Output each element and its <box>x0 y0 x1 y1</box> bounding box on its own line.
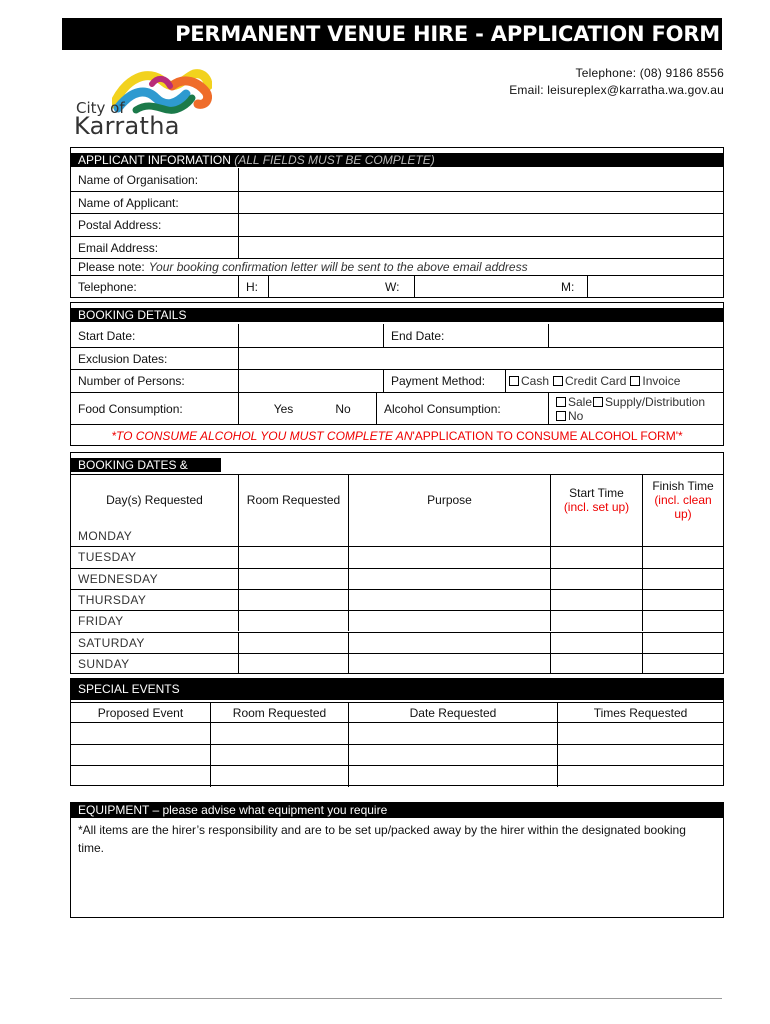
email-input[interactable] <box>238 237 723 258</box>
booking-heading: BOOKING DETAILS <box>71 308 723 322</box>
equipment-heading: EQUIPMENT – please advise what equipment you require <box>71 803 723 818</box>
payment-cash-checkbox[interactable] <box>509 376 519 386</box>
purpose-input[interactable] <box>348 654 550 674</box>
day-label: SUNDAY <box>78 656 130 671</box>
finish-time-input[interactable] <box>642 590 723 610</box>
email-note: Please note: Your booking confirmation letter will be sent to the above email address <box>78 260 528 274</box>
col-start-time: Start Time (incl. set up) <box>550 475 642 525</box>
alcohol-no-checkbox[interactable] <box>556 411 566 421</box>
start-time-input[interactable] <box>550 525 642 546</box>
purpose-input[interactable] <box>348 611 550 631</box>
event-room-input[interactable] <box>210 745 348 766</box>
col-room: Room Requested <box>238 475 348 525</box>
day-label: TUESDAY <box>78 550 137 565</box>
table-row <box>71 722 723 744</box>
footer-divider <box>70 998 722 999</box>
equipment-section <box>70 802 724 918</box>
table-row <box>71 589 723 610</box>
table-row <box>71 765 723 787</box>
dates-section <box>70 452 724 674</box>
event-times-input[interactable] <box>557 745 723 766</box>
food-yes-option[interactable]: Yes <box>238 393 328 424</box>
start-time-input[interactable] <box>550 590 642 610</box>
finish-time-input[interactable] <box>642 654 723 674</box>
purpose-input[interactable] <box>348 590 550 610</box>
logo-karratha: Karratha <box>74 112 180 140</box>
form-title: PERMANENT VENUE HIRE - APPLICATION FORM <box>62 18 722 50</box>
payment-cash-label: Cash <box>521 374 550 388</box>
exclusion-dates-label: Exclusion Dates: <box>78 351 168 366</box>
alcohol-supply-checkbox[interactable] <box>593 397 603 407</box>
email-label: Email Address: <box>78 240 159 255</box>
finish-time-input[interactable] <box>642 547 723 567</box>
contact-telephone: Telephone: (08) 9186 8556 <box>575 66 724 80</box>
finish-time-input[interactable] <box>642 633 723 653</box>
logo-city-of: City of <box>76 99 125 117</box>
end-date-input[interactable] <box>548 324 723 347</box>
table-row <box>71 610 723 631</box>
room-input[interactable] <box>238 654 348 674</box>
booking-section <box>70 302 724 446</box>
event-date-input[interactable] <box>348 745 557 766</box>
event-input[interactable] <box>71 723 210 744</box>
alcohol-warning: *TO CONSUME ALCOHOL YOU MUST COMPLETE AN 'APPLICATION TO CONSUME ALCOHOL FORM'* <box>111 428 683 443</box>
event-room-input[interactable] <box>210 723 348 744</box>
table-row <box>71 568 723 589</box>
applicant-name-label: Name of Applicant: <box>78 195 179 210</box>
equipment-note: *All items are the hirer’s responsibility and are to be set up/packed away by the hirer within the designated booking time. <box>78 823 686 855</box>
persons-input[interactable] <box>238 370 383 392</box>
purpose-input[interactable] <box>348 547 550 567</box>
start-time-input[interactable] <box>550 633 642 653</box>
room-input[interactable] <box>238 590 348 610</box>
start-time-input[interactable] <box>550 547 642 567</box>
payment-credit-label: Credit Card <box>565 374 627 388</box>
purpose-input[interactable] <box>348 633 550 653</box>
persons-label: Number of Persons: <box>78 374 185 388</box>
table-row <box>71 653 723 674</box>
payment-credit-checkbox[interactable] <box>553 376 563 386</box>
alcohol-label: Alcohol Consumption: <box>376 393 548 424</box>
col-proposed-event: Proposed Event <box>97 705 184 720</box>
event-input[interactable] <box>71 766 210 787</box>
work-phone-input[interactable] <box>414 276 554 298</box>
table-row <box>71 525 723 546</box>
payment-options <box>505 370 723 392</box>
mobile-phone-label: M: <box>561 280 575 294</box>
events-section <box>70 678 724 786</box>
mobile-phone-input[interactable] <box>587 276 723 298</box>
col-finish-time: Finish Time (incl. clean up) <box>642 475 723 525</box>
end-date-label: End Date: <box>383 324 548 347</box>
purpose-input[interactable] <box>348 525 550 546</box>
postal-label: Postal Address: <box>78 218 162 232</box>
room-input[interactable] <box>238 633 348 653</box>
finish-time-input[interactable] <box>642 525 723 546</box>
telephone-label: Telephone: <box>78 280 137 294</box>
alcohol-no-label: No <box>568 408 584 423</box>
dates-heading: BOOKING DATES & TIMES <box>71 458 221 472</box>
payment-invoice-label: Invoice <box>642 374 681 388</box>
food-label: Food Consumption: <box>78 401 183 416</box>
payment-invoice-checkbox[interactable] <box>630 376 640 386</box>
alcohol-supply-label: Supply/Distribution <box>605 394 706 409</box>
day-label: WEDNESDAY <box>78 571 159 586</box>
start-time-input[interactable] <box>550 611 642 631</box>
food-no-option[interactable]: No <box>335 401 351 416</box>
day-label: THURSDAY <box>78 593 147 608</box>
home-phone-input[interactable] <box>268 276 378 298</box>
table-row <box>71 744 723 766</box>
work-phone-label: W: <box>385 280 400 294</box>
col-purpose: Purpose <box>348 475 550 525</box>
room-input[interactable] <box>238 547 348 567</box>
finish-time-input[interactable] <box>642 611 723 631</box>
applicant-name-input[interactable] <box>238 192 723 213</box>
start-time-input[interactable] <box>550 569 642 589</box>
col-event-times: Times Requested <box>557 703 723 722</box>
payment-method-label: Payment Method: <box>383 370 505 392</box>
table-row <box>71 546 723 567</box>
alcohol-sale-checkbox[interactable] <box>556 397 566 407</box>
col-event-date: Date Requested <box>348 703 557 722</box>
col-event-room: Room Requested <box>210 703 348 722</box>
purpose-input[interactable] <box>348 569 550 589</box>
start-date-input[interactable] <box>238 324 383 347</box>
contact-email: Email: leisureplex@karratha.wa.gov.au <box>509 83 724 97</box>
start-time-input[interactable] <box>550 654 642 674</box>
finish-time-input[interactable] <box>642 569 723 589</box>
event-input[interactable] <box>71 745 210 766</box>
home-phone-label: H: <box>238 276 268 298</box>
event-room-input[interactable] <box>210 766 348 787</box>
event-date-input[interactable] <box>348 766 557 787</box>
event-date-input[interactable] <box>348 723 557 744</box>
events-heading: SPECIAL EVENTS <box>71 679 723 700</box>
day-label: SATURDAY <box>78 635 145 650</box>
exclusion-dates-input[interactable] <box>238 348 723 369</box>
applicant-section <box>70 147 724 298</box>
day-label: FRIDAY <box>78 614 124 629</box>
alcohol-sale-label: Sale <box>568 394 593 409</box>
equipment-input[interactable] <box>71 859 723 917</box>
postal-input[interactable] <box>238 214 723 236</box>
org-input[interactable] <box>238 168 723 191</box>
col-days: Day(s) Requested <box>106 493 203 507</box>
room-input[interactable] <box>238 525 348 546</box>
event-times-input[interactable] <box>557 766 723 787</box>
room-input[interactable] <box>238 611 348 631</box>
applicant-heading: APPLICANT INFORMATION (ALL FIELDS MUST BE COMPLETE) <box>71 153 723 167</box>
alcohol-options <box>548 393 723 424</box>
day-label: MONDAY <box>78 528 133 543</box>
event-times-input[interactable] <box>557 723 723 744</box>
table-row <box>71 632 723 653</box>
org-label: Name of Organisation: <box>78 172 199 187</box>
room-input[interactable] <box>238 569 348 589</box>
start-date-label: Start Date: <box>78 328 136 343</box>
